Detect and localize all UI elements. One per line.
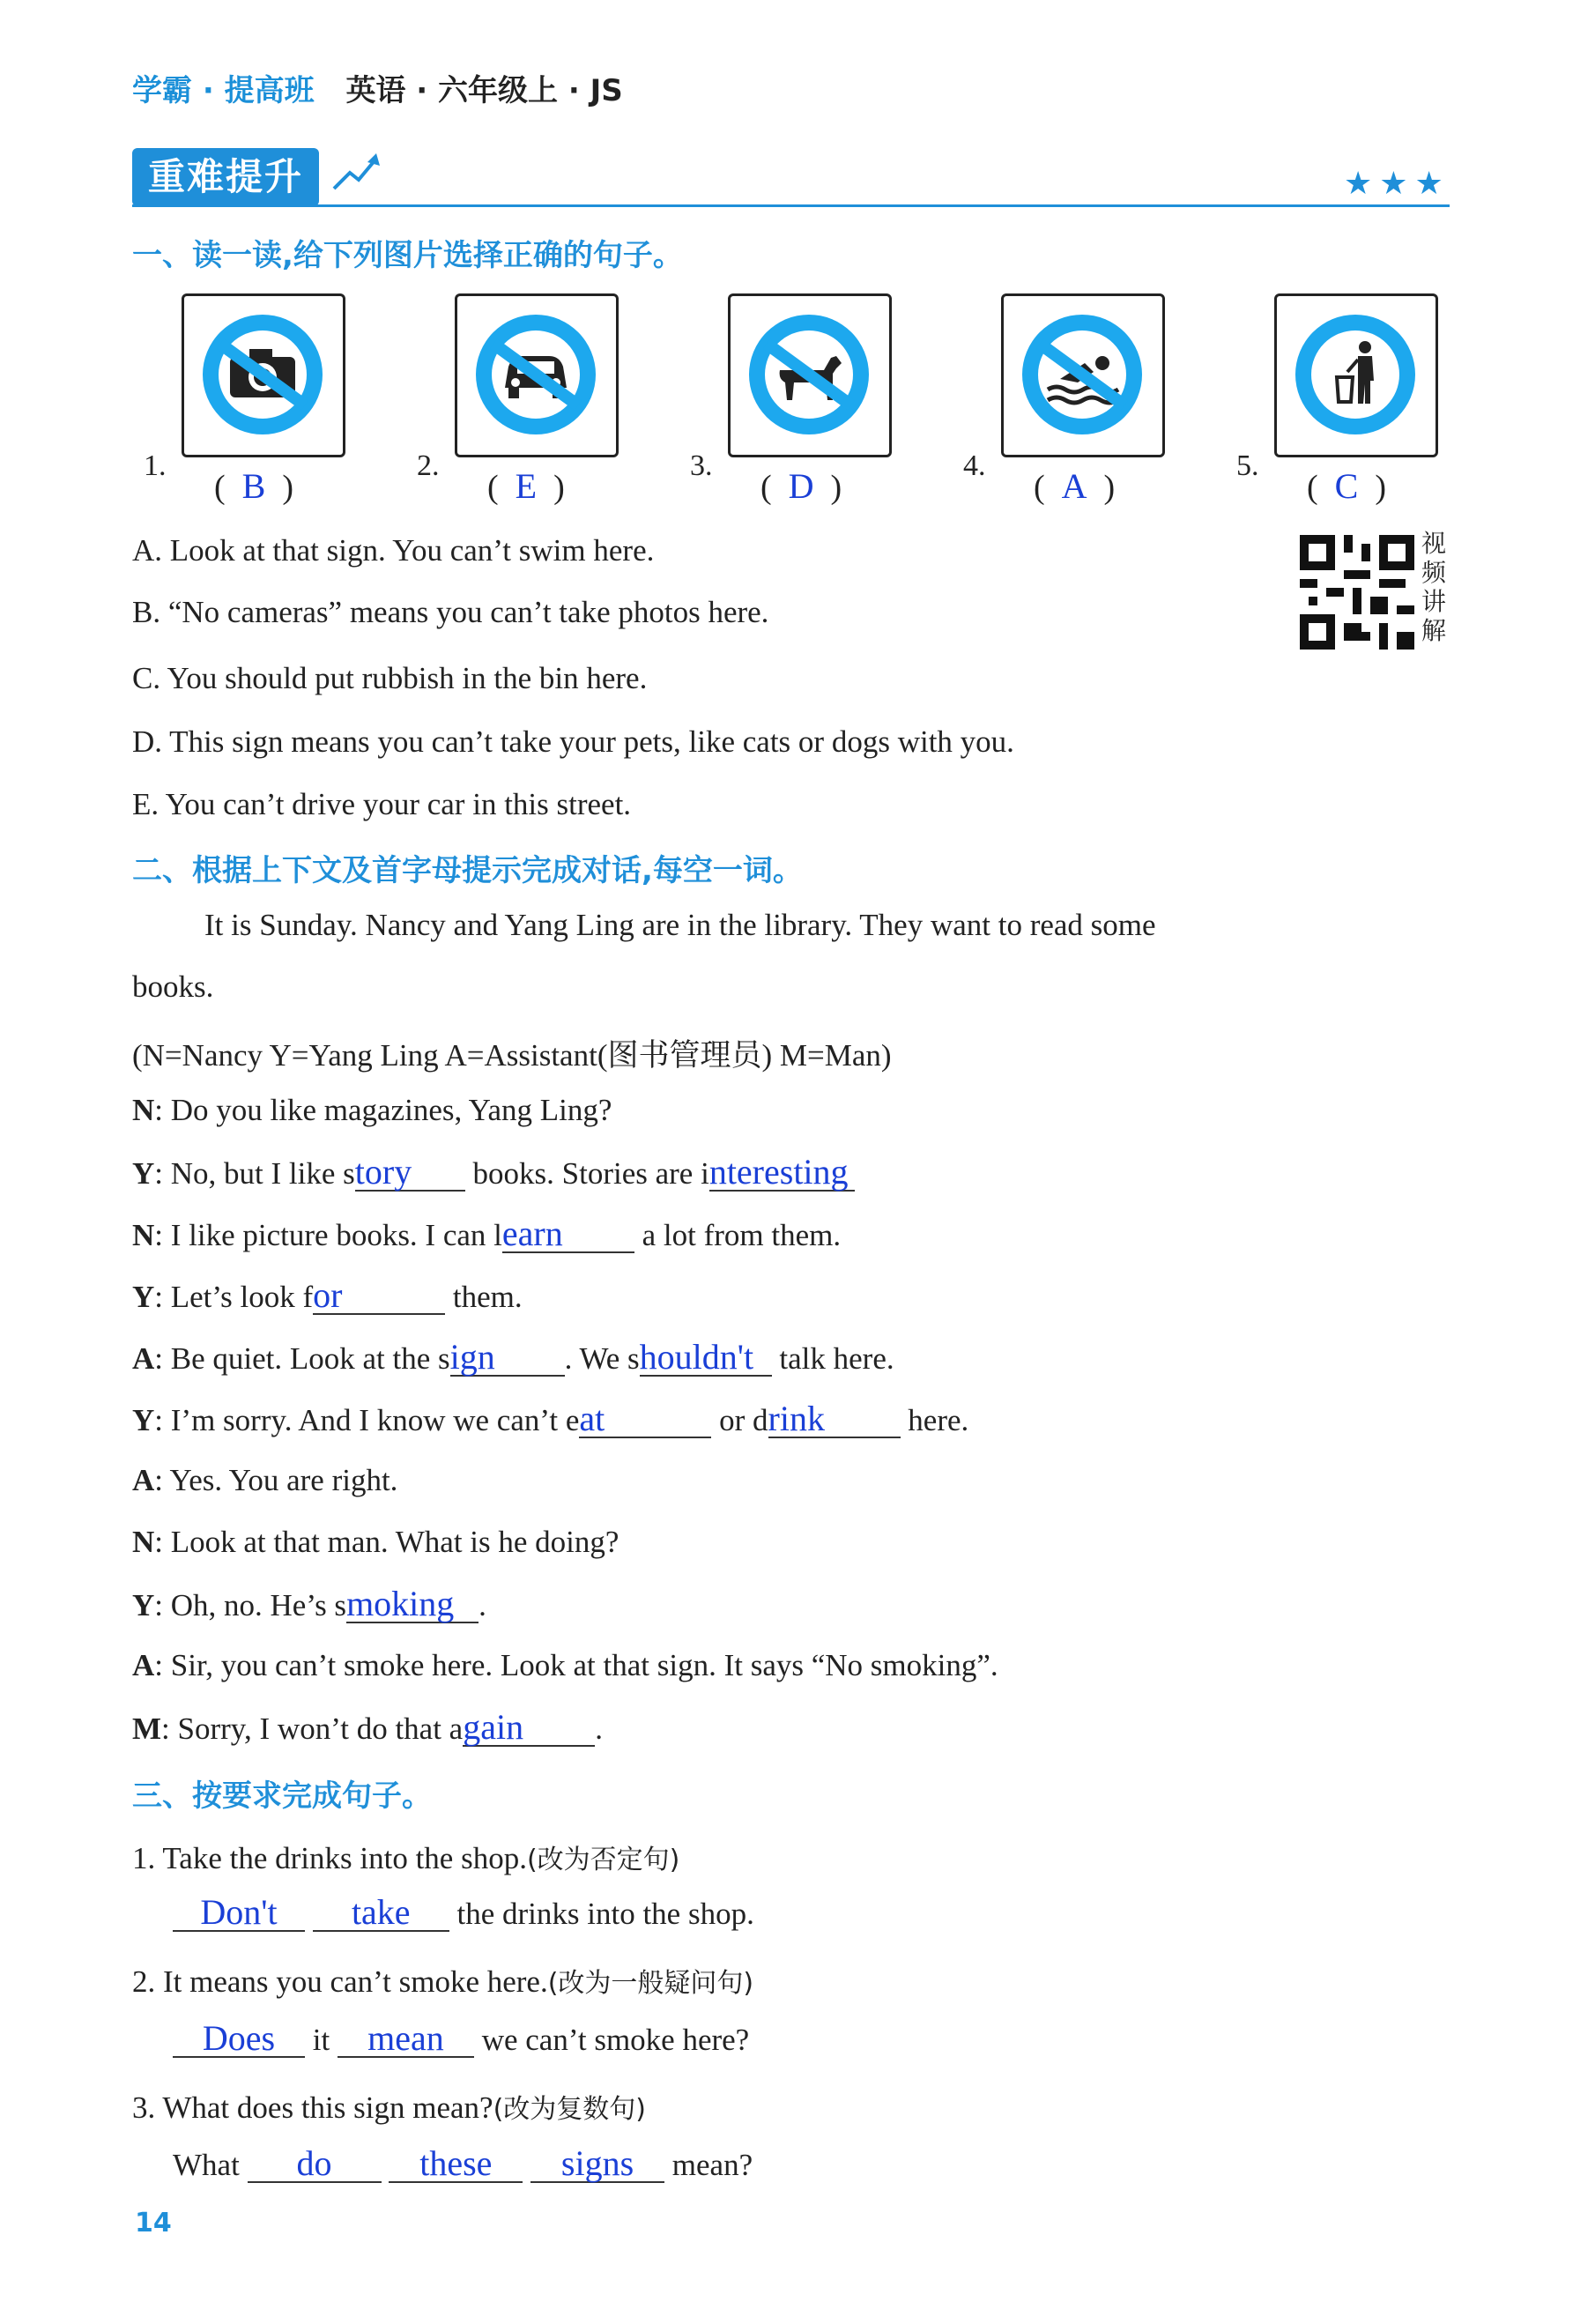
speaker: N [132,1218,155,1252]
speaker: M [132,1711,162,1746]
dialogue-line [132,1525,619,1560]
question-text: 2. It means you can’t smoke here. [132,1964,548,1999]
item-2-answer: E [515,466,538,506]
dialogue-line [132,1707,603,1747]
page-header [132,66,623,109]
speaker: N [132,1093,155,1127]
dialogue-line [132,1586,486,1623]
item-1-answer-slot: ( B ) [214,466,293,506]
answer-blank[interactable]: Does [173,2021,305,2058]
section-caption: 重难提升 [132,148,319,206]
section-3-title: 三、按要求完成句子。 [132,1778,432,1814]
dialogue-text: . We s [564,1341,640,1376]
answer-blank[interactable]: gain [463,1710,595,1747]
question-2 [132,1961,753,2000]
item-2-number: 2. [417,449,440,482]
dialogue-text: : Oh, no. He’s s [154,1588,347,1622]
no-car-icon [470,308,602,441]
trend-arrow-icon [330,150,383,194]
dialogue-text: them. [445,1280,523,1314]
speaker: Y [132,1588,155,1622]
qr-code[interactable] [1300,535,1414,650]
dialogue-text: . [478,1588,486,1622]
dialogue-text: : Yes. You are right. [154,1463,398,1497]
item-5-number: 5. [1236,449,1259,482]
dialogue-text: : Do you like magazines, Yang Ling? [154,1093,612,1127]
subject-title: 英语 · 六年级上 · JS [345,73,623,108]
dialogue-text: : Let’s look f [154,1280,314,1314]
dialogue-line [132,1216,841,1253]
brand-title: 学霸 · 提高班 [132,73,315,108]
speaker: A [132,1463,155,1497]
intro-line-1: It is Sunday. Nancy and Yang Ling are in the library. They want to read some [204,908,1156,942]
answer-blank[interactable]: Don't [173,1895,305,1932]
answer-line-2 [173,2018,750,2058]
item-3-answer: D [788,466,814,506]
answer-blank[interactable]: these [389,2146,523,2183]
option-e: E. You can’t drive your car in this street. [132,787,632,821]
item-1-answer: B [241,466,266,506]
answer-blank[interactable]: nteresting [709,1155,855,1192]
speaker: A [132,1648,155,1682]
answer-blank[interactable]: or [313,1278,445,1315]
answer-text: we can’t smoke here? [473,2023,750,2057]
no-camera-icon [197,308,329,441]
dialogue-line [132,1093,612,1128]
dialogue-line [132,1401,968,1438]
answer-blank[interactable]: tory [355,1155,465,1192]
answer-blank[interactable]: ign [450,1340,565,1377]
dialogue-text: : No, but I like s [154,1156,355,1191]
section-1-title: 一、读一读,给下列图片选择正确的句子。 [132,238,683,273]
speaker: N [132,1525,155,1559]
question-text: 1. Take the drinks into the shop. [132,1841,527,1875]
answer-text: mean? [664,2148,753,2182]
item-4-number: 4. [963,449,986,482]
sign-no-swimming [1001,293,1165,457]
item-4-answer: A [1061,466,1087,506]
option-c: C. You should put rubbish in the bin here. [132,661,648,695]
dialogue-text: a lot from them. [634,1218,842,1252]
dialogue-text: here. [900,1403,969,1437]
answer-blank[interactable]: moking [346,1586,478,1623]
speaker-legend: (N=Nancy Y=Yang Ling A=Assistant(图书管理员) M=Man) [132,1038,892,1073]
answer-blank[interactable]: at [579,1401,711,1438]
speaker: Y [132,1156,155,1191]
item-3-number: 3. [690,449,713,482]
answer-blank[interactable]: signs [530,2146,664,2183]
item-5-answer: C [1334,466,1359,506]
question-instruction: (改为否定句) [526,1845,680,1875]
answer-line-1 [173,1892,754,1932]
item-5-answer-slot: ( C ) [1307,466,1386,506]
question-1 [132,1838,679,1876]
answer-blank[interactable]: rink [768,1401,901,1438]
header-divider [132,204,1450,207]
dialogue-line [132,1152,855,1192]
difficulty-stars: ★★★ [1344,166,1450,202]
dialogue-text: or d [711,1403,768,1437]
page-number: 14 [135,2208,172,2239]
answer-text: What [173,2148,248,2182]
item-2-answer-slot: ( E ) [487,466,565,506]
item-3-answer-slot: ( D ) [760,466,842,506]
dialogue-text: : Sorry, I won’t do that a [161,1711,464,1746]
item-1-number: 1. [144,449,167,482]
option-a: A. Look at that sign. You can’t swim here. [132,533,655,568]
dialogue-text: : Look at that man. What is he doing? [154,1525,619,1559]
no-swimming-icon [1016,308,1148,441]
qr-label: 视频讲解 [1421,529,1447,645]
answer-blank[interactable]: earn [502,1216,634,1253]
question-instruction: (改为一般疑问句) [547,1968,754,1999]
item-4-answer-slot: ( A ) [1034,466,1116,506]
sign-use-bin [1274,293,1438,457]
section-2-title: 二、根据上下文及首字母提示完成对话,每空一词。 [132,853,803,888]
dialogue-text: talk here. [771,1341,894,1376]
sign-no-camera [182,293,345,457]
question-3 [132,2087,646,2126]
answer-line-3 [173,2143,753,2183]
intro-line-2: books. [132,969,214,1004]
option-b: B. “No cameras” means you can’t take photos here. [132,595,769,629]
answer-blank[interactable]: take [313,1895,449,1932]
speaker: Y [132,1403,155,1437]
dialogue-line [132,1337,894,1377]
option-d: D. This sign means you can’t take your pets, like cats or dogs with you. [132,724,1014,759]
question-text: 3. What does this sign mean? [132,2090,493,2125]
answer-text: it [305,2023,338,2057]
question-instruction: (改为复数句) [493,2094,646,2125]
dialogue-text: . [595,1711,603,1746]
bin-icon [1289,308,1421,441]
speaker: A [132,1341,155,1376]
dialogue-text: : I like picture books. I can l [154,1218,502,1252]
answer-blank[interactable]: do [248,2146,382,2183]
sign-no-car [455,293,619,457]
answer-text: the drinks into the shop. [449,1897,754,1931]
answer-blank[interactable]: mean [338,2021,474,2058]
dialogue-text: books. Stories are i [464,1156,709,1191]
dialogue-text: : Be quiet. Look at the s [154,1341,450,1376]
no-dog-icon [743,308,875,441]
dialogue-line [132,1648,998,1683]
answer-blank[interactable]: houldn't [640,1340,772,1377]
speaker: Y [132,1280,155,1314]
dialogue-text: : I’m sorry. And I know we can’t e [154,1403,580,1437]
dialogue-text: : Sir, you can’t smoke here. Look at that sign. It says “No smoking”. [154,1648,998,1682]
sign-no-pets [728,293,892,457]
dialogue-line [132,1463,397,1498]
dialogue-line [132,1275,523,1315]
